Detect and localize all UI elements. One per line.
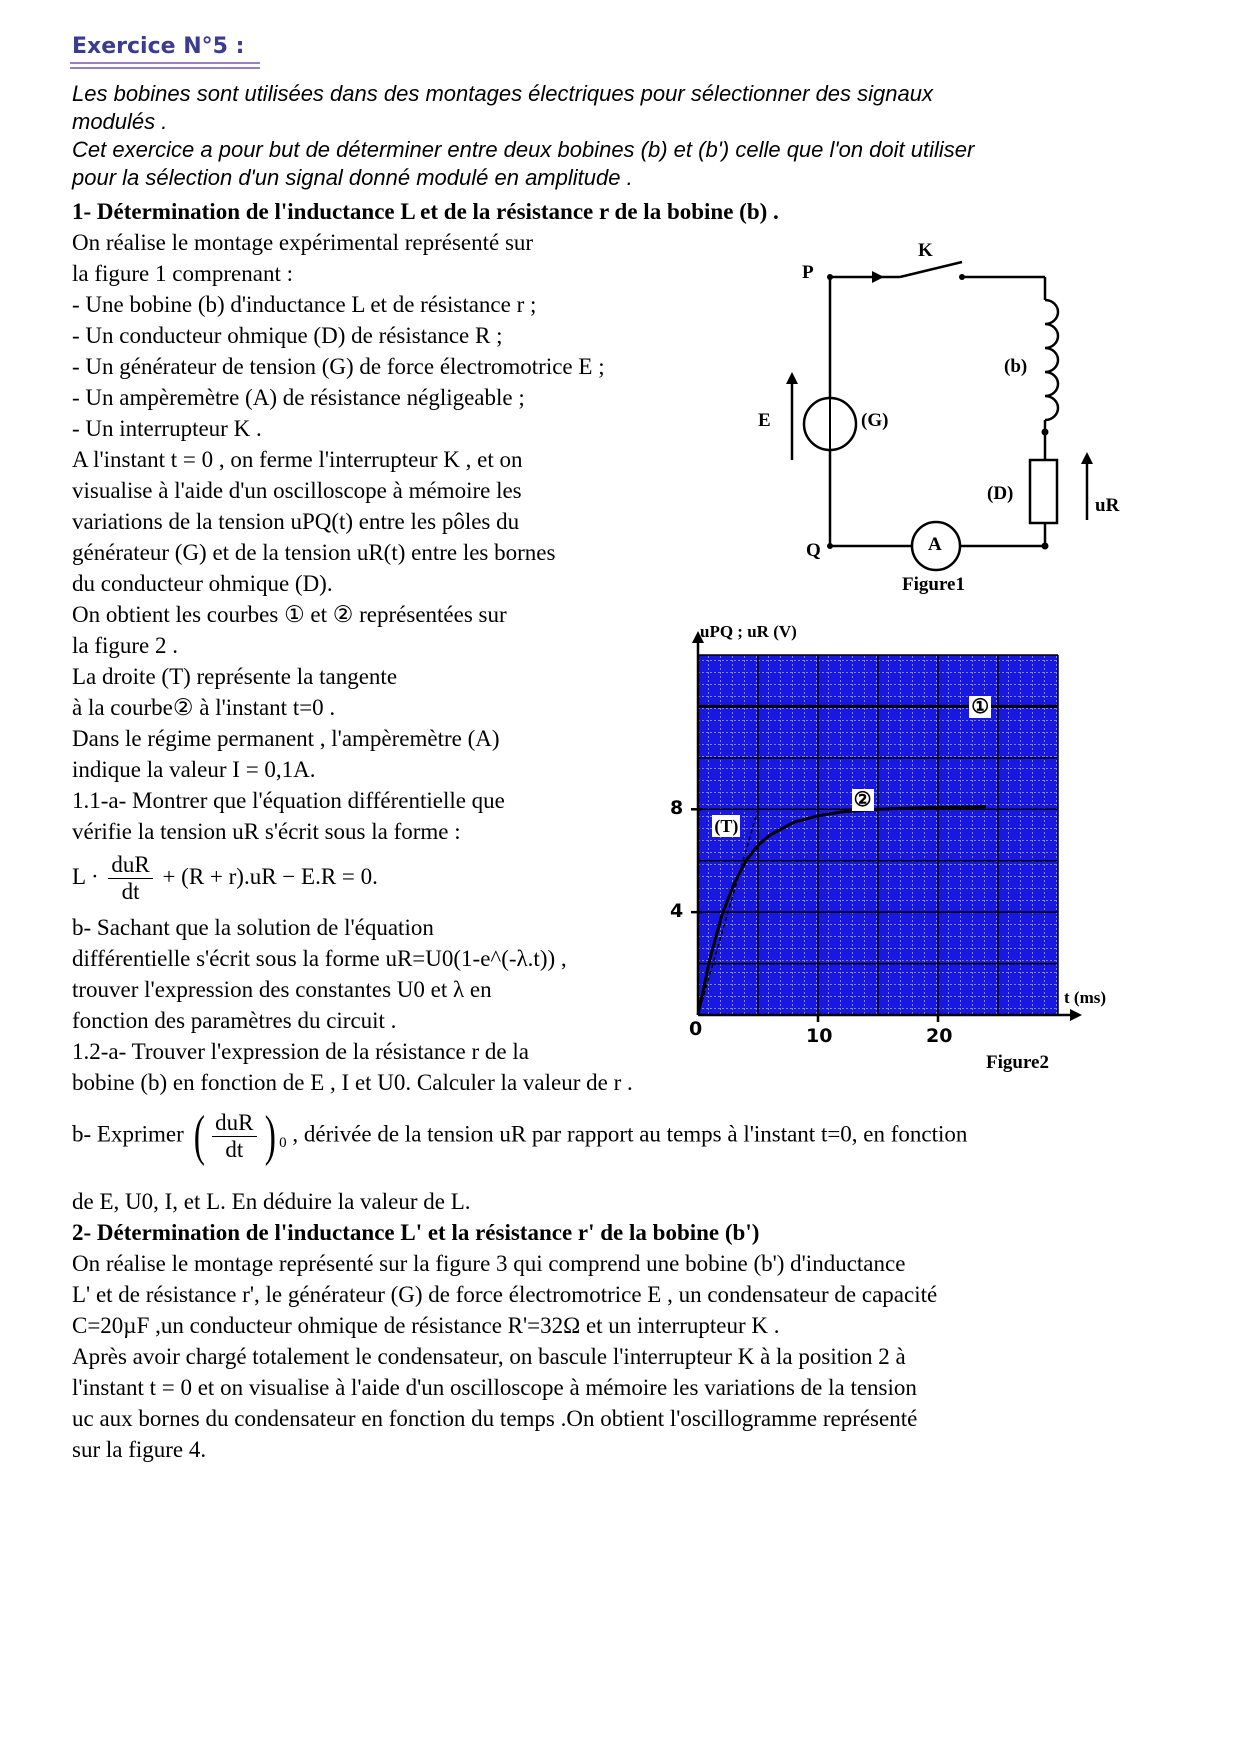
procedure-line: générateur (G) et de la tension uR(t) entre les bornes [72,540,556,565]
component-item: - Un conducteur ohmique (D) de résistance R ; [72,323,503,348]
derivative-subscript: 0 [279,1134,287,1151]
component-item: - Une bobine (b) d'inductance L et de résistance r ; [72,292,537,317]
question-1-2-a: bobine (b) en fonction de E , I et U0. Calculer la valeur de r . [72,1070,633,1095]
x-axis-arrow [1070,1009,1082,1021]
part2-heading: 2- Détermination de l'inductance L' et la résistance r' de la bobine (b') [72,1220,760,1245]
origin-label: 0 [689,1018,703,1040]
label-ur: uR [1095,495,1120,516]
label-e: E [758,410,771,431]
procedure-line: du conducteur ohmique (D). [72,571,333,596]
right-paren: ) [264,1105,276,1167]
part2-line: sur la figure 4. [72,1437,207,1462]
label-k: K [918,240,933,261]
procedure-line: A l'instant t = 0 , on ferme l'interrupteur K , et on [72,447,523,472]
part2-line: On réalise le montage représenté sur la figure 3 qui comprend une bobine (b') d'inductance [72,1251,906,1276]
part2-line: L' et de résistance r', le générateur (G) de force électromotrice E , un condensateur de capacité [72,1282,938,1307]
procedure-line: la figure 2 . [72,633,179,658]
question-1-1-a-cont: vérifie la tension uR s'écrit sous la forme : [72,819,461,844]
label-d: (D) [987,483,1014,504]
equation-denominator: dt [121,879,140,904]
y-tick-label: 8 [670,797,684,820]
procedure-line: On obtient les courbes ① et ② représentées sur [72,602,507,627]
figure2-caption: Figure2 [986,1052,1049,1073]
derivative-numerator: duR [212,1110,256,1137]
equation-L: L · [72,863,99,889]
part1-line: la figure 1 comprenant : [72,261,293,286]
component-item: - Un générateur de tension (G) de force électromotrice E ; [72,354,605,379]
equation-rest: + (R + r).uR − E.R = 0. [162,863,378,889]
label-p: P [802,262,814,283]
part2-line: l'instant t = 0 et on visualise à l'aide d'un oscilloscope à mémoire les variations de la tension [72,1375,917,1400]
component-item: - Un interrupteur K . [72,416,262,441]
question-1-1-b: fonction des paramètres du circuit . [72,1008,397,1033]
question-1-1-b: b- Sachant que la solution de l'équation [72,915,434,940]
part2-line: Après avoir chargé totalement le condensateur, on bascule l'interrupteur K à la position 2 à [72,1344,906,1369]
derivative-denominator: dt [225,1136,244,1162]
procedure-line: variations de la tension uPQ(t) entre les pôles du [72,509,520,534]
q12b-suffix: , dérivée de la tension uR par rapport au temps à l'instant t=0, en fonction [292,1121,968,1147]
intro-line: modulés . [72,109,168,134]
curve1-marker: ① [971,696,990,719]
question-1-2-b [72,1105,968,1167]
left-paren: ( [193,1105,205,1167]
intro-line: Les bobines sont utilisées dans des montages électriques pour sélectionner des signaux [72,81,933,106]
question-1-2-a: 1.2-a- Trouver l'expression de la résistance r de la [72,1039,529,1064]
question-1-1-b: différentielle s'écrit sous la forme uR=U0(1-e^(-λ.t)) , [72,946,567,971]
x-axis-label: t (ms) [1064,988,1107,1007]
question-1-1-a: 1.1-a- Montrer que l'équation différentielle que [72,788,505,813]
y-tick-label: 4 [670,900,684,923]
question-1-2-b-end: de E, U0, I, et L. En déduire la valeur de L. [72,1189,471,1214]
procedure-line: Dans le régime permanent , l'ampèremètre (A) [72,726,500,751]
exercise-title: Exercice N°5 : [72,34,245,59]
intro-line: Cet exercice a pour but de déterminer entre deux bobines (b) et (b') celle que l'on doit utiliser [72,137,975,162]
procedure-line: visualise à l'aide d'un oscilloscope à mémoire les [72,478,522,503]
x-tick-label: 10 [806,1025,833,1047]
part1-line: On réalise le montage expérimental représenté sur [72,230,534,255]
component-item: - Un ampèremètre (A) de résistance négligeable ; [72,385,525,410]
q12b-prefix: b- Exprimer [72,1121,184,1147]
question-1-1-b: trouver l'expression des constantes U0 et λ en [72,977,492,1002]
x-tick-label: 20 [926,1025,953,1047]
procedure-line: à la courbe② à l'instant t=0 . [72,695,336,720]
part1-heading: 1- Détermination de l'inductance L et de la résistance r de la bobine (b) . [72,199,779,224]
equation-numerator: duR [108,852,152,879]
intro-line: pour la sélection d'un signal donné modulé en amplitude . [72,165,633,190]
procedure-line: La droite (T) représente la tangente [72,664,398,689]
procedure-line: indique la valeur I = 0,1A. [72,757,316,782]
figure1-caption: Figure1 [902,574,965,595]
y-axis-label: uPQ ; uR (V) [700,622,797,641]
label-a: A [928,534,942,555]
part2-line: uc aux bornes du condensateur en fonction du temps .On obtient l'oscillogramme représenté [72,1406,918,1431]
label-q: Q [806,540,821,561]
tangent-label: (T) [714,816,739,837]
label-g: (G) [861,410,889,431]
curve2-marker: ② [853,789,872,812]
label-b: (b) [1004,356,1028,377]
derivative-fraction [212,1110,256,1163]
part2-line: C=20µF ,un conducteur ohmique de résistance R'=32Ω et un interrupteur K . [72,1313,780,1338]
